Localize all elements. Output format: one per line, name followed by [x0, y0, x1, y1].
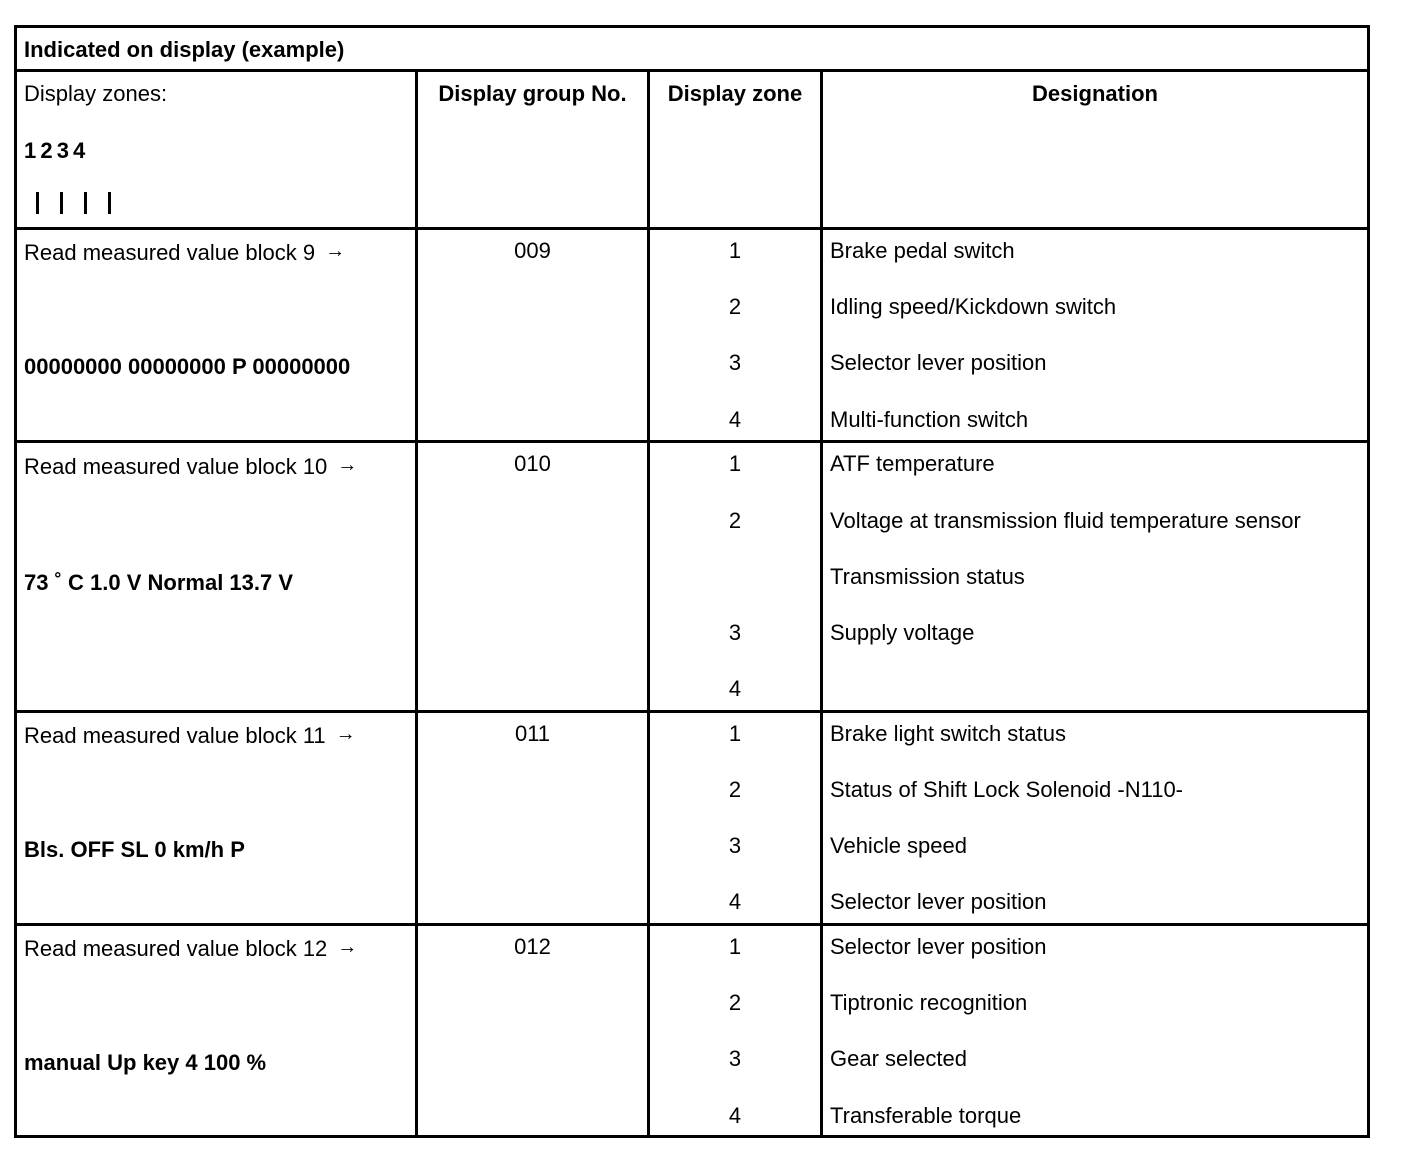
display-zones-label: Display zones:: [24, 81, 168, 106]
block-label: Read measured value block 12 →: [24, 936, 358, 961]
row-divider: [17, 440, 1367, 443]
designation: Brake light switch status: [830, 721, 1066, 746]
arrow-right-icon: →: [337, 454, 358, 476]
display-zones-numbers: 1 2 3 4: [24, 138, 86, 163]
designation: Supply voltage: [830, 620, 975, 645]
arrow-right-icon: →: [325, 240, 346, 262]
designation: Status of Shift Lock Solenoid -N110-: [830, 777, 1184, 802]
display-zone-number: 3: [728, 350, 742, 375]
column-divider: [415, 69, 418, 1135]
designation: Vehicle speed: [830, 833, 967, 858]
arrow-right-icon: →: [337, 936, 358, 958]
designation: Tiptronic recognition: [830, 990, 1028, 1015]
row-divider: [17, 69, 1367, 72]
column-header-display-group: Display group No.: [438, 81, 627, 106]
display-group-number: 012: [514, 934, 551, 959]
display-zone-number: 1: [728, 238, 742, 263]
designation: Transmission status: [830, 564, 1025, 589]
display-zone-number: 3: [728, 620, 742, 645]
display-zone-number: 4: [728, 1103, 742, 1128]
arrow-right-icon: →: [335, 723, 356, 745]
zone-marker: [84, 192, 87, 214]
designation: Multi-function switch: [830, 407, 1029, 432]
row-divider: [17, 923, 1367, 926]
block-label: Read measured value block 10 →: [24, 454, 358, 479]
display-example-value: 73 ˚ C 1.0 V Normal 13.7 V: [24, 570, 294, 595]
display-group-number: 011: [514, 721, 551, 746]
designation: Gear selected: [830, 1046, 967, 1071]
designation: Selector lever position: [830, 934, 1047, 959]
designation: Voltage at transmission fluid temperature sensor: [830, 508, 1301, 533]
designation: ATF temperature: [830, 451, 995, 476]
column-header-designation: Designation: [1032, 81, 1158, 106]
display-zone-number: 1: [728, 451, 742, 476]
display-example-value: 00000000 00000000 P 00000000: [24, 354, 351, 379]
display-group-number: 009: [514, 238, 551, 263]
display-zone-number: 2: [728, 508, 742, 533]
display-zone-number: 1: [728, 721, 742, 746]
display-group-number: 010: [514, 451, 551, 476]
table-title: Indicated on display (example): [24, 37, 345, 62]
designation: Idling speed/Kickdown switch: [830, 294, 1117, 319]
display-example-value: Bls. OFF SL 0 km/h P: [24, 837, 245, 862]
column-divider: [820, 69, 823, 1135]
column-divider: [647, 69, 650, 1135]
zone-marker: [36, 192, 39, 214]
row-divider: [17, 710, 1367, 713]
display-zone-number: 4: [728, 676, 742, 701]
column-header-display-zone: Display zone: [667, 81, 803, 106]
row-divider: [17, 227, 1367, 230]
designation: Selector lever position: [830, 889, 1047, 914]
zone-marker: [60, 192, 63, 214]
designation: Selector lever position: [830, 350, 1047, 375]
display-example-value: manual Up key 4 100 %: [24, 1050, 267, 1075]
zone-marker: [108, 192, 111, 214]
block-label: Read measured value block 11 →: [24, 723, 356, 748]
display-zone-number: 4: [728, 889, 742, 914]
measured-value-table: [14, 25, 1370, 1138]
display-zone-number: 2: [728, 777, 742, 802]
display-zone-number: 2: [728, 990, 742, 1015]
display-zone-number: 4: [728, 407, 742, 432]
display-zone-number: 2: [728, 294, 742, 319]
block-label: Read measured value block 9 →: [24, 240, 346, 265]
designation: Transferable torque: [830, 1103, 1022, 1128]
display-zone-number: 1: [728, 934, 742, 959]
display-zone-number: 3: [728, 833, 742, 858]
designation: Brake pedal switch: [830, 238, 1015, 263]
display-zone-number: 3: [728, 1046, 742, 1071]
